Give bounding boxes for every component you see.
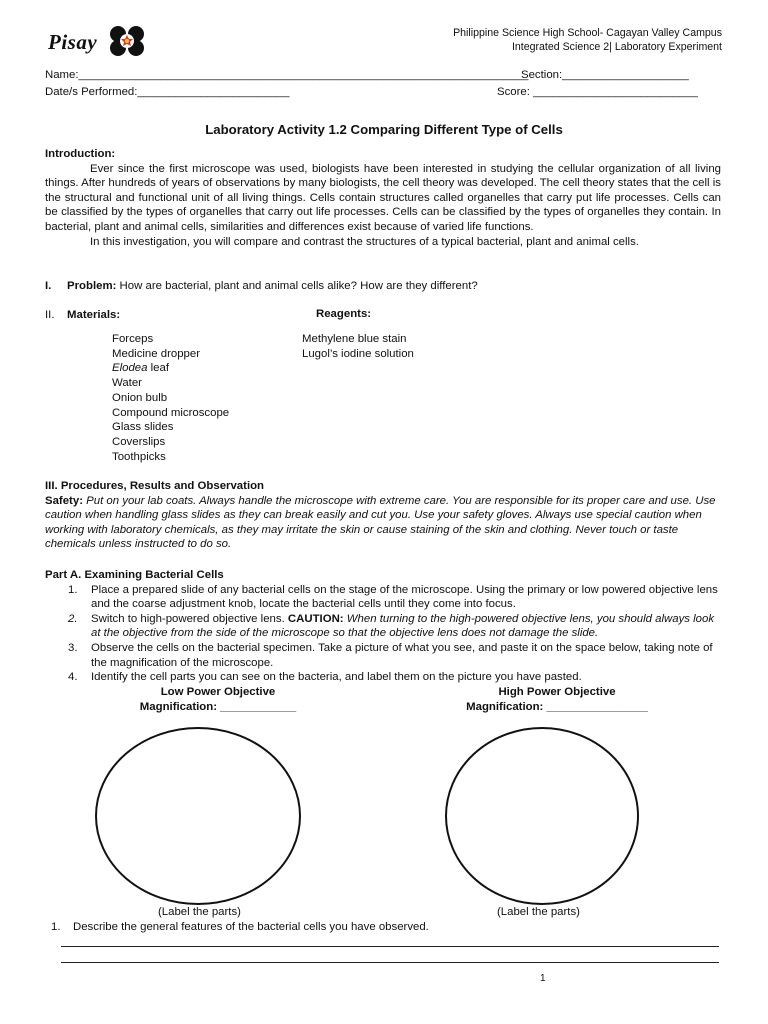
date-field: Date/s Performed:________________________ — [45, 86, 290, 98]
list-item: Compound microscope — [112, 406, 230, 419]
part-a-heading: Part A. Examining Bacterial Cells — [45, 569, 224, 581]
introduction-paragraph-2: In this investigation, you will compare and contrast the structures of a typical bacterial, plant and animal cells. — [90, 235, 639, 248]
high-power-caption — [447, 685, 667, 715]
school-name: Philippine Science High School- Cagayan Valley Campus — [453, 27, 722, 39]
high-power-magnification: Magnification: ________________ — [466, 701, 648, 713]
high-power-label: High Power Objective — [498, 686, 616, 698]
part-a-steps — [45, 583, 721, 685]
answer-line — [61, 946, 719, 947]
school-logo — [48, 24, 148, 60]
part-a-section — [45, 568, 721, 685]
introduction-paragraph: Ever since the first microscope was used, biologists have been interested in studying the cellular organization of all living things. After hundreds of years of observations by many biologists, the cell theory was developed. The cell theory states that the cell is the structural and functional unit of all living things. Cells contain structures called organelles that carry put life processes. Cells can be classified by the types of organelles that carry out life processes. Cells can be classified by the types of organelles they contain. In bacterial, plant and animal cells, similarities and differences exist because of varied life functions. — [45, 162, 721, 233]
pisay-emblem-icon — [108, 26, 146, 56]
procedures-section — [45, 479, 721, 552]
low-power-caption — [118, 685, 318, 715]
reagents-list — [302, 332, 414, 361]
list-item: 3. Observe the cells on the bacterial specimen. Take a picture of what you see, and paste it on the space below, taking note of the magnification of the microscope. — [68, 641, 713, 669]
list-item: Methylene blue stain — [302, 333, 407, 345]
list-item: Coverslips — [112, 435, 166, 448]
problem-text: How are bacterial, plant and animal cells alike? How are they different? — [119, 280, 478, 292]
list-item: Toothpicks — [112, 450, 166, 463]
school-header — [453, 26, 722, 54]
list-item: Lugol’s iodine solution — [302, 347, 414, 360]
answer-line — [61, 962, 719, 963]
page-title: Laboratory Activity 1.2 Comparing Different Type of Cells — [205, 122, 563, 137]
list-item: 2. Switch to high-powered objective lens. CAUTION: When turning to the high-powered objective lens, you should always look at the objective from the side of the microscope so that the objective lens does not damage the slide. — [68, 612, 715, 640]
section-field: Section:____________________ — [521, 69, 689, 81]
page-number: 1 — [540, 973, 546, 984]
materials-list — [112, 332, 229, 464]
high-power-view-circle — [444, 726, 640, 906]
label-parts-right: (Label the parts) — [497, 906, 580, 918]
list-item: Medicine dropper — [112, 347, 201, 360]
reagents-label: Reagents: — [316, 308, 372, 320]
low-power-view-circle — [94, 726, 302, 906]
list-item: 4. Identify the cell parts you can see on the bacteria, and label them on the picture you have pasted. — [68, 671, 582, 684]
list-item: Elodea leaf — [112, 362, 169, 375]
introduction-section — [45, 147, 721, 249]
materials-number: II. — [45, 309, 55, 321]
problem-label: Problem: — [67, 280, 117, 292]
problem-number: I. — [45, 280, 52, 292]
question-1: 1. Describe the general features of the bacterial cells you have observed. — [51, 921, 429, 933]
label-parts-left: (Label the parts) — [158, 906, 241, 918]
name-field: Name:_______________________________________________________________________ — [45, 69, 529, 81]
materials-heading-row — [45, 308, 721, 323]
procedures-heading: III. Procedures, Results and Observation — [45, 480, 265, 492]
low-power-magnification: Magnification: ____________ — [139, 701, 297, 713]
list-item: 1. Place a prepared slide of any bacterial cells on the stage of the microscope. Using the primary or low powered objective lens and the coarse adjustment knob, locate the bacterial cells until they come into focus. — [68, 583, 718, 611]
safety-note: Safety: Put on your lab coats. Always handle the microscope with extreme care. You are responsible for its proper care and use. Use caution when handling glass slides as they can break easily and cut you. Use your safety gloves. Always use special caution when working with laboratory chemicals, as they may irritate the skin or cause staining of the skin and clothing. Never touch or taste chemicals unless instructed to do so. — [45, 494, 716, 551]
list-item: Water — [112, 377, 142, 390]
list-item: Onion bulb — [112, 391, 168, 404]
materials-label: Materials: — [67, 309, 121, 321]
course-name: Integrated Science 2| Laboratory Experiment — [511, 41, 722, 53]
list-item: Forceps — [112, 333, 154, 345]
problem-section — [45, 279, 721, 294]
list-item: Glass slides — [112, 421, 174, 434]
score-field: Score: __________________________ — [497, 86, 698, 98]
low-power-label: Low Power Objective — [160, 686, 276, 698]
introduction-heading: Introduction: — [45, 148, 116, 160]
logo-text: Pisay — [48, 30, 98, 54]
